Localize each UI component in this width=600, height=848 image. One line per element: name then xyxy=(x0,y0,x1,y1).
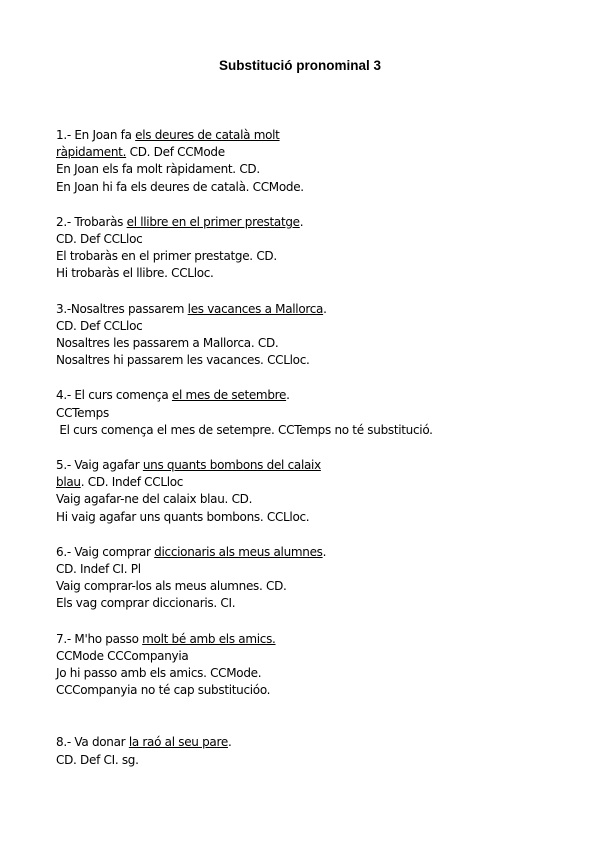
exercise-item-8 xyxy=(56,734,376,768)
underlined-phrase: els deures de català molt xyxy=(135,128,280,142)
underlined-phrase: diccionaris als meus alumnes xyxy=(154,544,323,559)
exercise-item-1 xyxy=(56,127,376,196)
answer-line: CCCompanyia no té cap substitucióo. xyxy=(56,683,271,698)
answer-line: Els vag comprar diccionaris. CI. xyxy=(56,596,236,611)
exercise-item-3 xyxy=(56,301,376,370)
sentence-prefix: 1.- En Joan fa xyxy=(56,128,136,142)
sentence-suffix: . xyxy=(323,301,327,316)
function-tag: CD. Def CCLloc xyxy=(56,318,143,333)
exercise-list xyxy=(56,127,433,787)
underlined-phrase: les vacances a Mallorca xyxy=(187,301,324,316)
answer-line: Vaig comprar-los als meus alumnes. CD. xyxy=(56,579,287,594)
sentence-suffix: . xyxy=(299,214,304,229)
exercise-item-5 xyxy=(56,457,376,526)
underlined-phrase: molt bé amb els amics. xyxy=(142,631,276,646)
sentence-prefix: 7.- M'ho passo xyxy=(56,631,143,646)
sentence-line xyxy=(56,544,376,561)
sentence-line xyxy=(56,734,376,751)
exercise-item-2 xyxy=(56,214,376,283)
answer-line: En Joan els fa molt ràpidament. CD. xyxy=(56,162,260,177)
sentence-line xyxy=(56,387,376,404)
sentence-line xyxy=(56,214,376,231)
sentence-line xyxy=(56,474,376,491)
answer-line: En Joan hi fa els deures de català. CCMode. xyxy=(56,179,304,194)
answer-line: Jo hi passo amb els amics. CCMode. xyxy=(56,666,262,681)
sentence-suffix: . xyxy=(286,388,290,403)
underlined-phrase: uns quants bombons del calaix xyxy=(142,458,321,473)
underlined-phrase: el mes de setembre xyxy=(171,388,287,403)
answer-line: El curs comença el mes de setempre. CCTemps no té substitució. xyxy=(59,422,433,437)
exercise-item-6 xyxy=(56,544,376,613)
sentence-line xyxy=(56,127,376,144)
underlined-phrase: blau xyxy=(56,475,81,490)
answer-line: Hi vaig agafar uns quants bombons. CCLloc. xyxy=(56,509,310,524)
sentence-suffix: . xyxy=(322,544,327,559)
function-tag: . CD. Indef CCLloc xyxy=(80,475,184,490)
sentence-prefix: 3.-Nosaltres passarem xyxy=(56,301,188,316)
sentence-line xyxy=(56,631,376,648)
function-tag: CCTemps xyxy=(56,405,109,420)
function-tag: CCMode CCCompanyia xyxy=(56,648,189,663)
exercise-item-4 xyxy=(56,387,433,439)
sentence-prefix: 6.- Vaig comprar xyxy=(56,544,155,559)
sentence-prefix: 2.- Trobaràs xyxy=(56,214,127,229)
page-title: Substitució pronominal 3 xyxy=(218,58,381,73)
sentence-prefix: 5.- Vaig agafar xyxy=(56,458,143,473)
sentence-line xyxy=(56,144,376,161)
sentence-prefix: 8.- Va donar xyxy=(56,735,129,750)
sentence-line xyxy=(56,301,376,318)
function-tag: CD. Def CI. sg. xyxy=(56,752,139,767)
answer-line: El trobaràs en el primer prestatge. CD. xyxy=(56,249,277,264)
sentence-suffix: . xyxy=(227,735,232,750)
answer-line: Nosaltres hi passarem les vacances. CCLloc. xyxy=(56,353,310,368)
function-tag: CD. Def CCLloc xyxy=(56,232,143,247)
function-tag: CD. Def CCMode xyxy=(126,145,225,160)
function-tag: CD. Indef CI. Pl xyxy=(56,562,141,577)
answer-line: Nosaltres les passarem a Mallorca. CD. xyxy=(56,336,279,351)
sentence-line xyxy=(56,457,376,474)
answer-line: Hi trobaràs el llibre. CCLloc. xyxy=(56,266,214,281)
underlined-phrase: el llibre en el primer prestatge xyxy=(126,214,300,229)
exercise-item-7 xyxy=(56,631,376,700)
answer-line: Vaig agafar-ne del calaix blau. CD. xyxy=(56,492,253,507)
sentence-prefix: 4.- El curs comença xyxy=(56,388,172,403)
underlined-phrase: la raó al seu pare xyxy=(128,735,228,750)
underlined-phrase: ràpidament. xyxy=(56,145,127,160)
